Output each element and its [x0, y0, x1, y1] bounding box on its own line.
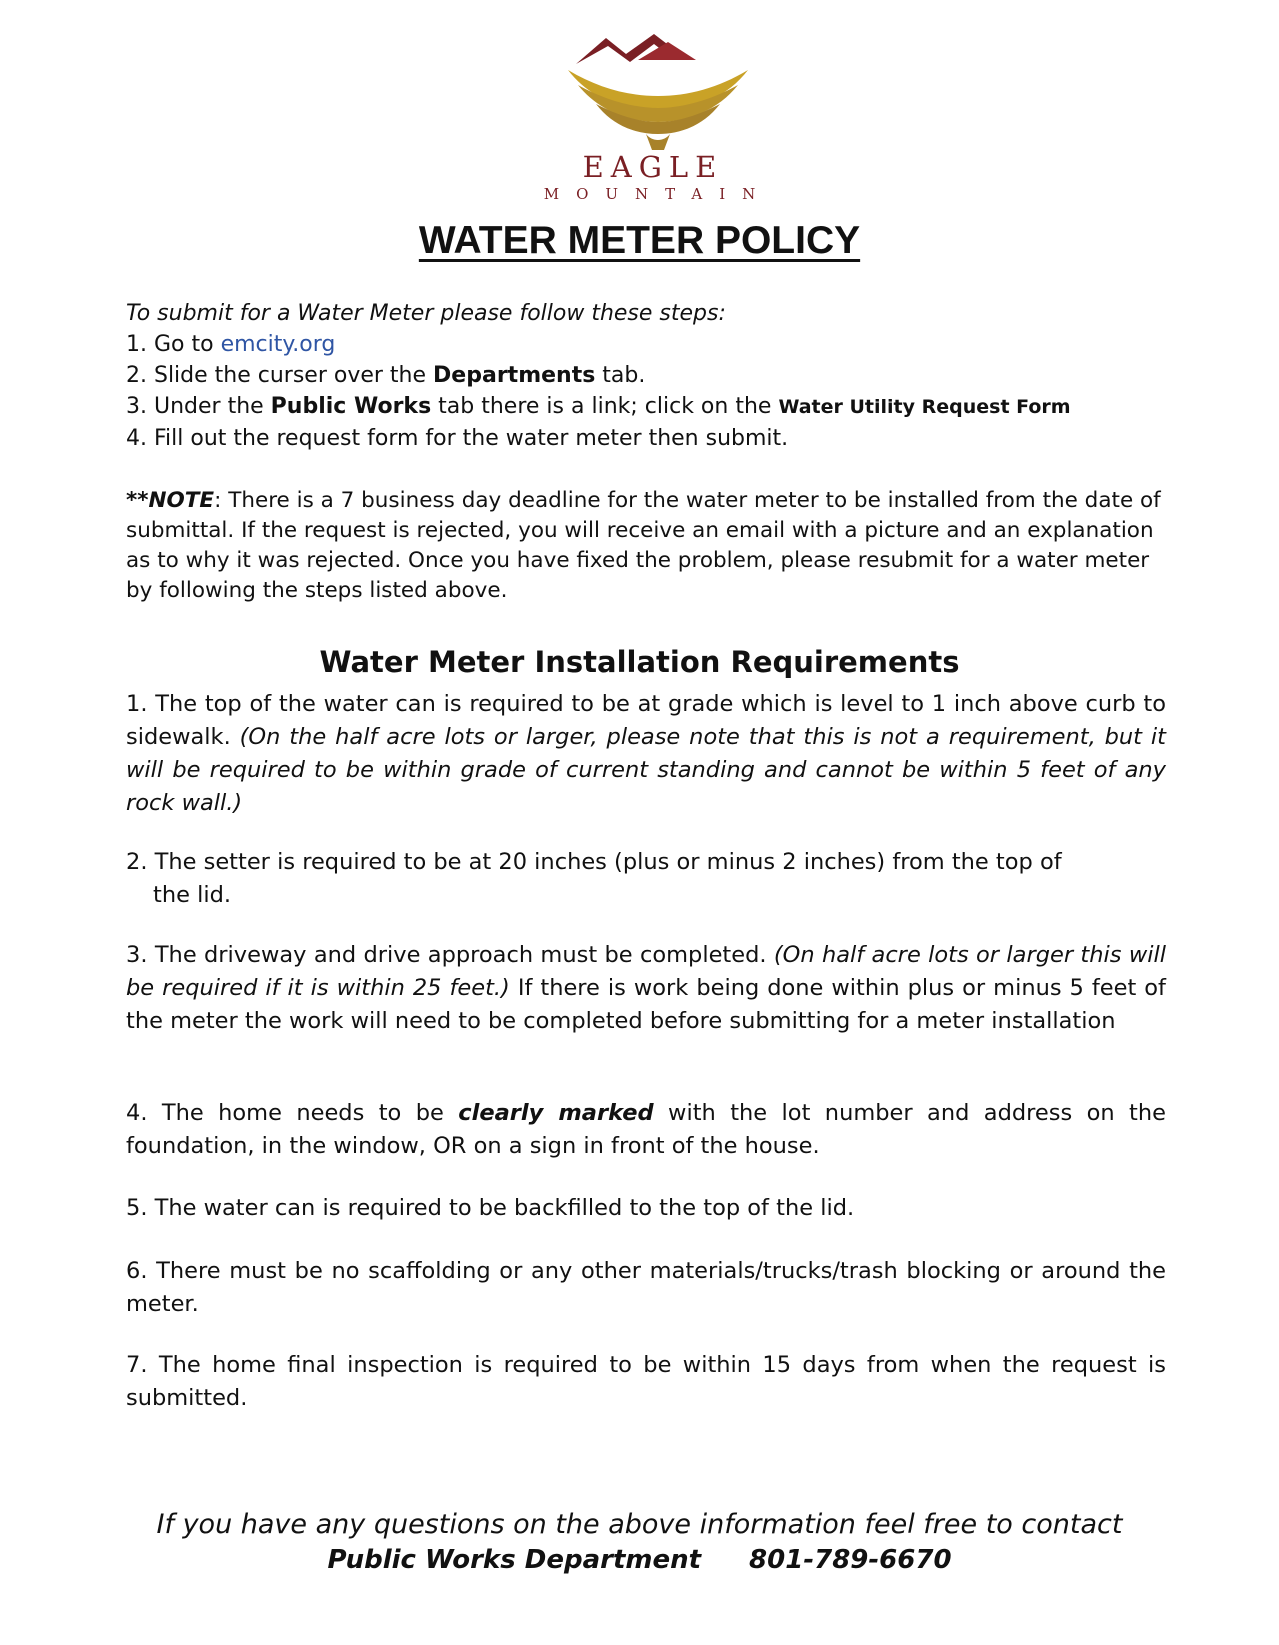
- requirement-3: [126, 939, 1166, 1038]
- submission-steps: [126, 298, 1186, 454]
- requirement-7: 7. The home final inspection is required to be within 15 days from when the request is submitted.: [126, 1352, 1166, 1411]
- requirement-3-more: If there is work being done within plus or minus 5 feet of the meter the work will need to be completed before submitting for a meter installation: [126, 975, 1166, 1034]
- requirement-1: [126, 688, 1166, 820]
- step-1: [126, 329, 1186, 360]
- step-3-form-name: Water Utility Request Form: [778, 396, 1071, 418]
- step-3-text: 3. Under the: [126, 394, 271, 419]
- requirement-1-note: (On the half acre lots or larger, please note that this is not a requirement, but it will be required to be within grade of current standing and cannot be within 5 feet of any rock wall.): [126, 724, 1166, 816]
- requirement-2-cont: the lid.: [153, 882, 232, 908]
- step-2: [126, 360, 1186, 391]
- steps-intro: To submit for a Water Meter please follow these steps:: [126, 301, 726, 326]
- requirement-6: 6. There must be no scaffolding or any other materials/trucks/trash blocking or around the meter.: [126, 1258, 1166, 1317]
- requirement-1-text: 1. The top of the water can is required to be at grade which is level to 1 inch above curb to sidewalk.: [126, 691, 1166, 750]
- note-paragraph: [126, 486, 1166, 606]
- footer-contact-line: If you have any questions on the above information feel free to contact: [156, 1509, 1123, 1540]
- requirement-2-text: 2. The setter is required to be at 20 inches (plus or minus 2 inches) from the top of: [126, 849, 1062, 875]
- step-2-departments: Departments: [433, 363, 596, 388]
- requirement-4-text: 4. The home needs to be: [126, 1100, 459, 1126]
- requirement-4-emphasis: clearly marked: [458, 1100, 654, 1126]
- eagle-mountain-logo: [543, 30, 773, 203]
- logo-word-eagle: EAGLE: [582, 150, 724, 184]
- step-3: [126, 391, 1186, 423]
- footer-department: Public Works Department: [327, 1545, 702, 1575]
- step-1-text: 1. Go to: [126, 332, 221, 357]
- requirement-5: 5. The water can is required to be backfilled to the top of the lid.: [126, 1195, 855, 1221]
- footer-contact-info: [0, 1545, 1279, 1575]
- step-2-suffix: tab.: [595, 363, 646, 388]
- requirement-3-note: (On half acre lots or larger this will be required if it is within 25 feet.): [126, 942, 1166, 1001]
- requirement-2: [126, 846, 1166, 912]
- footer-phone: 801-789-6670: [749, 1545, 952, 1575]
- step-2-text: 2. Slide the curser over the: [126, 363, 434, 388]
- requirement-4: [126, 1097, 1166, 1163]
- section-heading: Water Meter Installation Requirements: [319, 645, 960, 679]
- eagle-mountain-emblem-icon: [568, 30, 748, 155]
- emcity-link[interactable]: emcity.org: [220, 332, 336, 357]
- step-3-public-works: Public Works: [270, 394, 432, 419]
- step-3-mid: tab there is a link; click on the: [431, 394, 779, 419]
- requirement-4-more: with the lot number and address on the foundation, in the window, OR on a sign in front of the house.: [126, 1100, 1166, 1159]
- page-title: WATER METER POLICY: [418, 219, 861, 262]
- logo-word-mountain: MOUNTAIN: [543, 185, 773, 203]
- note-label: **NOTE: [126, 488, 215, 513]
- requirement-3-text: 3. The driveway and drive approach must be completed.: [126, 942, 774, 968]
- step-4: 4. Fill out the request form for the water meter then submit.: [126, 426, 789, 451]
- note-text: : There is a 7 business day deadline for the water meter to be installed from the date of submittal. If the request is rejected, you will receive an email with a picture and an explanation as to why it was rejected. Once you have fixed the problem, please resubmit for a water meter by following the steps listed above.: [126, 488, 1161, 603]
